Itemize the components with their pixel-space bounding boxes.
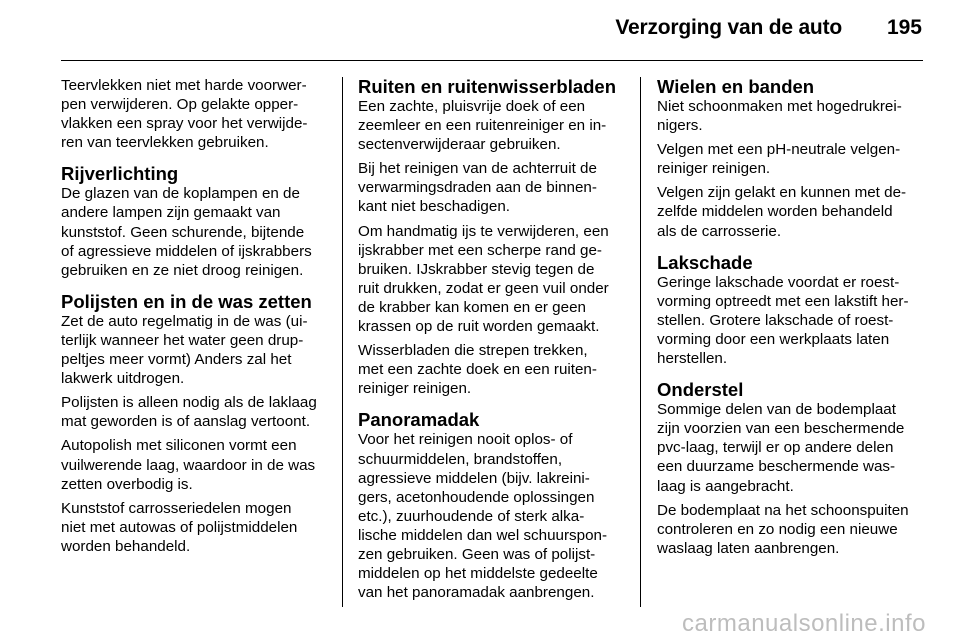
column-2 [358, 76, 622, 607]
section-heading: Wielen en banden [657, 76, 815, 97]
text-line: Voor het reinigen nooit oplos- of [358, 431, 573, 449]
column-divider-1 [342, 77, 343, 607]
paragraph [657, 501, 923, 558]
text-line: Polijsten is alleen nodig als de laklaag [61, 394, 317, 412]
text-line: kunststof. Geen schurende, bijtende [61, 223, 305, 241]
text-line: Bij het reinigen van de achterruit de [358, 160, 597, 178]
text-line: herstellen. [657, 350, 728, 368]
watermark: carmanualsonline.info [682, 610, 926, 637]
page-header [0, 0, 960, 64]
text-line: Een zachte, pluisvrije doek of een [358, 98, 586, 115]
text-line: vorming door een werkplaats laten [657, 330, 890, 348]
paragraph [657, 400, 923, 495]
paragraph [358, 430, 622, 602]
text-line: Wisserbladen die strepen trekken, [358, 342, 588, 360]
section [61, 76, 325, 152]
paragraph [358, 341, 622, 398]
text-line: van het panoramadak aanbrengen. [358, 584, 595, 602]
text-line: vuilwerende laag, waardoor in de was [61, 456, 316, 474]
section [657, 252, 923, 368]
text-line: ruit drukken, zodat er geen vuil onder [358, 279, 609, 297]
text-line: Autopolish met siliconen vormt een [61, 437, 297, 455]
paragraph [358, 159, 622, 216]
section [657, 379, 923, 558]
text-line: agressieve middelen (bijv. lakreini- [358, 469, 590, 487]
column-1 [61, 76, 325, 561]
paragraph [358, 97, 622, 154]
text-line: De bodemplaat na het schoonspuiten [657, 501, 909, 519]
paragraph [657, 97, 923, 135]
text-line: andere lampen zijn gemaakt van [61, 204, 281, 222]
text-line: Kunststof carrosseriedelen mogen [61, 499, 292, 517]
paragraph [61, 184, 325, 279]
text-line: zen gebruiken. Geen was of polijst- [358, 545, 596, 563]
section [358, 76, 622, 398]
paragraph [61, 436, 325, 493]
text-line: Om handmatig ijs te verwijderen, een [358, 222, 609, 240]
text-line: niet met autowas of polijstmiddelen [61, 518, 298, 536]
text-line: krassen op de ruit worden gemaakt. [358, 318, 600, 336]
text-line: zeemleer en een ruitenreiniger en in- [358, 117, 607, 135]
paragraph [358, 222, 622, 337]
text-line: of agressieve middelen of ijskrabbers [61, 242, 312, 260]
text-line: gers, acetonhoudende oplossingen [358, 488, 595, 506]
section-heading: Onderstel [657, 379, 744, 401]
text-line: verwarmingsdraden aan de binnen- [358, 179, 597, 197]
page-title: Verzorging van de auto [615, 16, 842, 39]
text-line: nigers. [657, 117, 703, 135]
section [61, 291, 325, 556]
text-line: Niet schoonmaken met hogedrukrei- [657, 98, 902, 115]
text-line: ren van teervlekken gebruiken. [61, 134, 269, 152]
text-line: terlijk wanneer het water geen drup- [61, 331, 304, 349]
text-line: vorming optreedt met een lakstift her- [657, 292, 909, 310]
section-heading: Ruiten en ruitenwisserbladen [358, 76, 617, 97]
text-line: laag is aangebracht. [657, 477, 794, 495]
section [657, 76, 923, 241]
text-line: zelfde middelen worden behandeld [657, 203, 893, 221]
text-line: Teervlekken niet met harde voorwer- [61, 77, 307, 94]
section [61, 163, 325, 279]
text-line: Velgen zijn gelakt en kunnen met de- [657, 184, 907, 202]
text-line: worden behandeld. [61, 537, 191, 555]
column-3 [657, 76, 923, 563]
paragraph [61, 393, 325, 431]
text-line: Geringe lakschade voordat er roest- [657, 273, 900, 291]
text-line: mat geworden is of aanslag vertoont. [61, 413, 311, 431]
text-line: controleren en zo nodig een nieuwe [657, 520, 898, 538]
text-line: reiniger reinigen. [657, 160, 771, 178]
text-line: zetten overbodig is. [61, 475, 193, 493]
paragraph [61, 76, 325, 152]
text-line: als de carrosserie. [657, 222, 782, 240]
text-line: gebruiken en ze niet droog reinigen. [61, 261, 304, 279]
text-line: ijskrabber met een scherpe rand ge- [358, 241, 602, 259]
text-line: kant niet beschadigen. [358, 198, 510, 216]
text-line: waslaag laten aanbrengen. [657, 539, 840, 557]
text-line: sectenverwijderaar gebruiken. [358, 136, 561, 154]
paragraph [657, 273, 923, 368]
text-line: Velgen met een pH-neutrale velgen- [657, 141, 901, 159]
text-line: pvc-laag, terwijl er op andere delen [657, 439, 894, 457]
text-line: lische middelen dan wel schuurspon- [358, 526, 608, 544]
paragraph [657, 140, 923, 178]
text-line: De glazen van de koplampen en de [61, 185, 300, 203]
header-divider [61, 60, 923, 61]
section-heading: Lakschade [657, 251, 753, 273]
text-line: lakwerk uitdrogen. [61, 370, 185, 388]
section [358, 409, 622, 602]
text-line: middelen op het middelste gedeelte [358, 565, 598, 583]
section-heading: Rijverlichting [61, 163, 179, 185]
paragraph [61, 312, 325, 388]
text-line: een duurzame beschermende was- [657, 458, 896, 476]
text-line: bruiken. IJskrabber stevig tegen de [358, 260, 595, 278]
paragraph [657, 183, 923, 240]
section-heading: Polijsten en in de was zetten [61, 290, 312, 312]
text-line: peltjes meer vormt) Anders zal het [61, 351, 292, 369]
text-line: etc.), zuurhoudende of sterk alka- [358, 507, 585, 525]
text-line: vlakken een spray voor het verwijde- [61, 115, 308, 133]
text-line: schuurmiddelen, brandstoffen, [358, 450, 563, 468]
page-number: 195 [886, 16, 922, 39]
paragraph [61, 499, 325, 556]
column-divider-2 [640, 77, 641, 607]
text-line: Zet de auto regelmatig in de was (ui- [61, 312, 308, 330]
text-line: de krabber kan komen en er geen [358, 298, 586, 316]
text-line: pen verwijderen. Op gelakte opper- [61, 96, 299, 114]
text-line: met een zachte doek en een ruiten- [358, 361, 597, 379]
text-line: reiniger reinigen. [358, 380, 472, 398]
text-line: Sommige delen van de bodemplaat [657, 401, 896, 419]
section-heading: Panoramadak [358, 409, 480, 431]
text-line: stellen. Grotere lakschade of roest- [657, 311, 894, 329]
text-line: zijn voorzien van een beschermende [657, 420, 905, 438]
